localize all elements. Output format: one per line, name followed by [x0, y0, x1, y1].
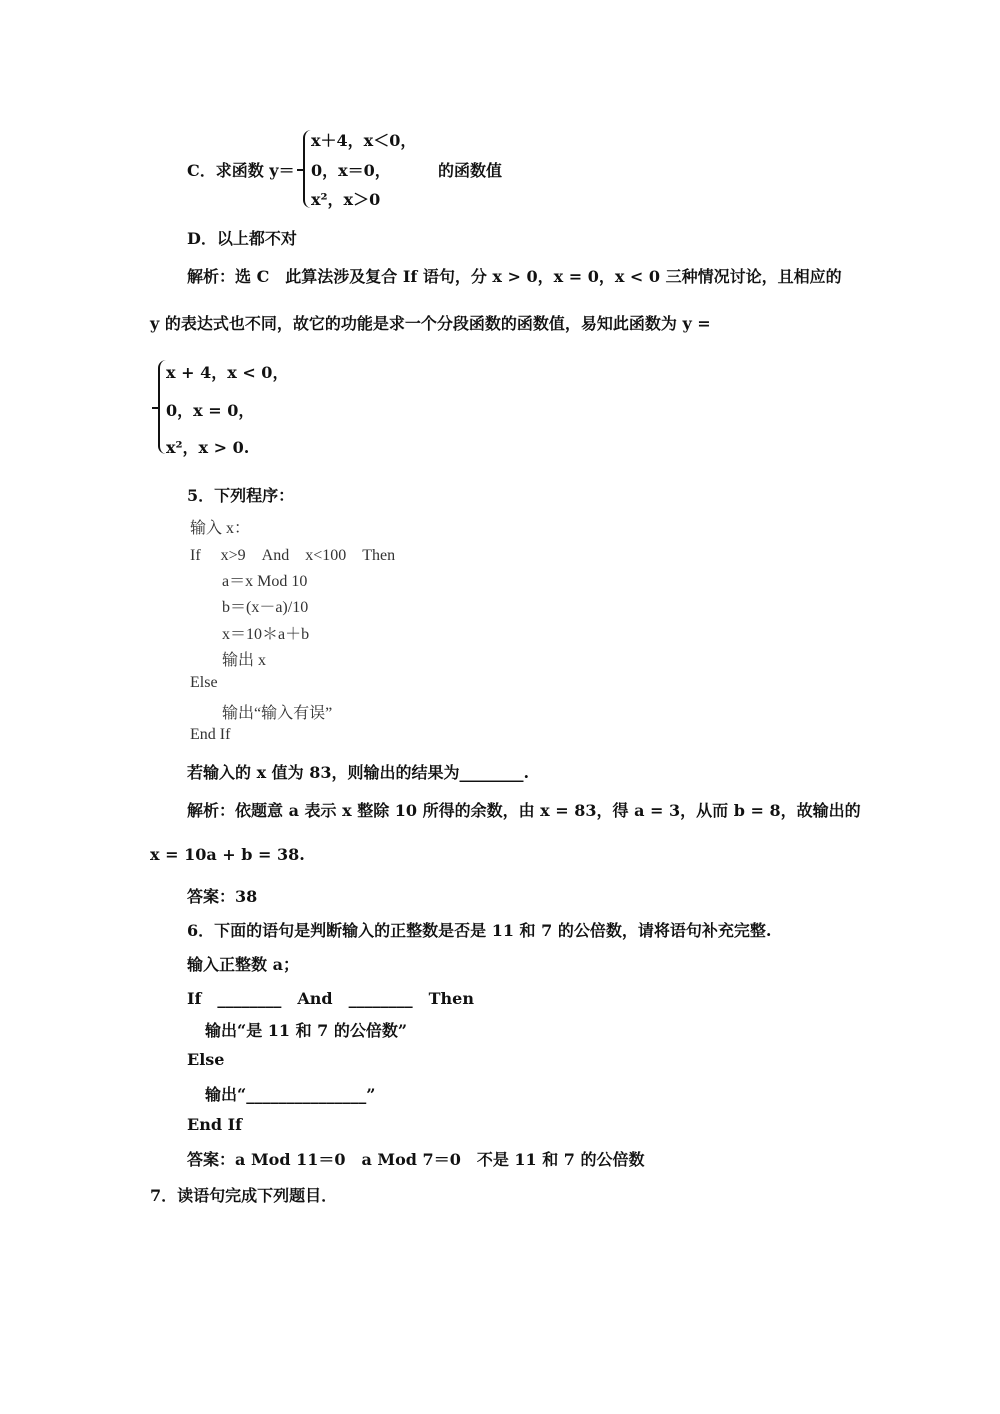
- q6-line: End If: [187, 1115, 242, 1134]
- q5-code-line: 输出 x: [222, 652, 267, 669]
- analysis4-case1: x + 4，x < 0，: [166, 363, 289, 382]
- q5-code-line: a＝x Mod 10: [222, 573, 308, 590]
- option-c-case3: x²，x＞0: [311, 190, 381, 209]
- analysis4-case3: x²，x > 0.: [166, 438, 250, 457]
- option-c-prefix: C．求函数 y＝: [187, 161, 295, 180]
- q6-answer: 答案：a Mod 11＝0 a Mod 7＝0 不是 11 和 7 的公倍数: [187, 1150, 645, 1169]
- q5-title: 5．下列程序：: [187, 486, 295, 505]
- q6-line: Else: [187, 1050, 225, 1069]
- q6-line: 输出“是 11 和 7 的公倍数”: [205, 1021, 408, 1040]
- q6-title: 6．下面的语句是判断输入的正整数是否是 11 和 7 的公倍数，请将语句补充完整.: [187, 921, 772, 940]
- q6-line: If ________ And ________ Then: [187, 989, 474, 1008]
- analysis4-brace: [158, 360, 166, 454]
- option-c-suffix: 的函数值: [438, 161, 503, 180]
- analysis4-line2: y 的表达式也不同，故它的功能是求一个分段函数的函数值，易知此函数为 y =: [150, 314, 711, 333]
- option-c-brace: [303, 130, 311, 208]
- option-c-case1: x＋4，x＜0，: [311, 131, 417, 150]
- q5-code-line: 输入 x：: [190, 520, 251, 537]
- q5-code-line: b＝(x－a)/10: [222, 599, 309, 616]
- q5-code-line: If x>9 And x<100 Then: [190, 547, 396, 564]
- analysis4-case2: 0，x = 0，: [166, 401, 255, 420]
- analysis4-line1: 解析：选 C 此算法涉及复合 If 语句，分 x > 0，x = 0，x < 0 三种情况讨论，且相应的: [187, 267, 842, 286]
- q5-code-line: x＝10＊a＋b: [222, 626, 310, 643]
- q5-code-line: Else: [190, 674, 218, 691]
- q5-question: 若输入的 x 值为 83，则输出的结果为________.: [187, 763, 530, 782]
- q5-code-line: End If: [190, 726, 231, 743]
- q5-code-line: 输出“输入有误”: [222, 705, 333, 722]
- option-c-case2: 0，x＝0，: [311, 161, 391, 180]
- option-d: D．以上都不对: [187, 229, 297, 248]
- q7-title: 7．读语句完成下列题目．: [150, 1186, 338, 1205]
- q6-line: 输入正整数 a；: [187, 955, 299, 974]
- q5-answer: 答案：38: [187, 887, 258, 906]
- q6-line: 输出“_______________”: [205, 1085, 376, 1104]
- q5-analysis-line1: 解析：依题意 a 表示 x 整除 10 所得的余数，由 x = 83，得 a = 3，从而 b = 8，故输出的: [187, 801, 861, 820]
- q5-analysis-line2: x = 10a + b = 38.: [150, 845, 305, 864]
